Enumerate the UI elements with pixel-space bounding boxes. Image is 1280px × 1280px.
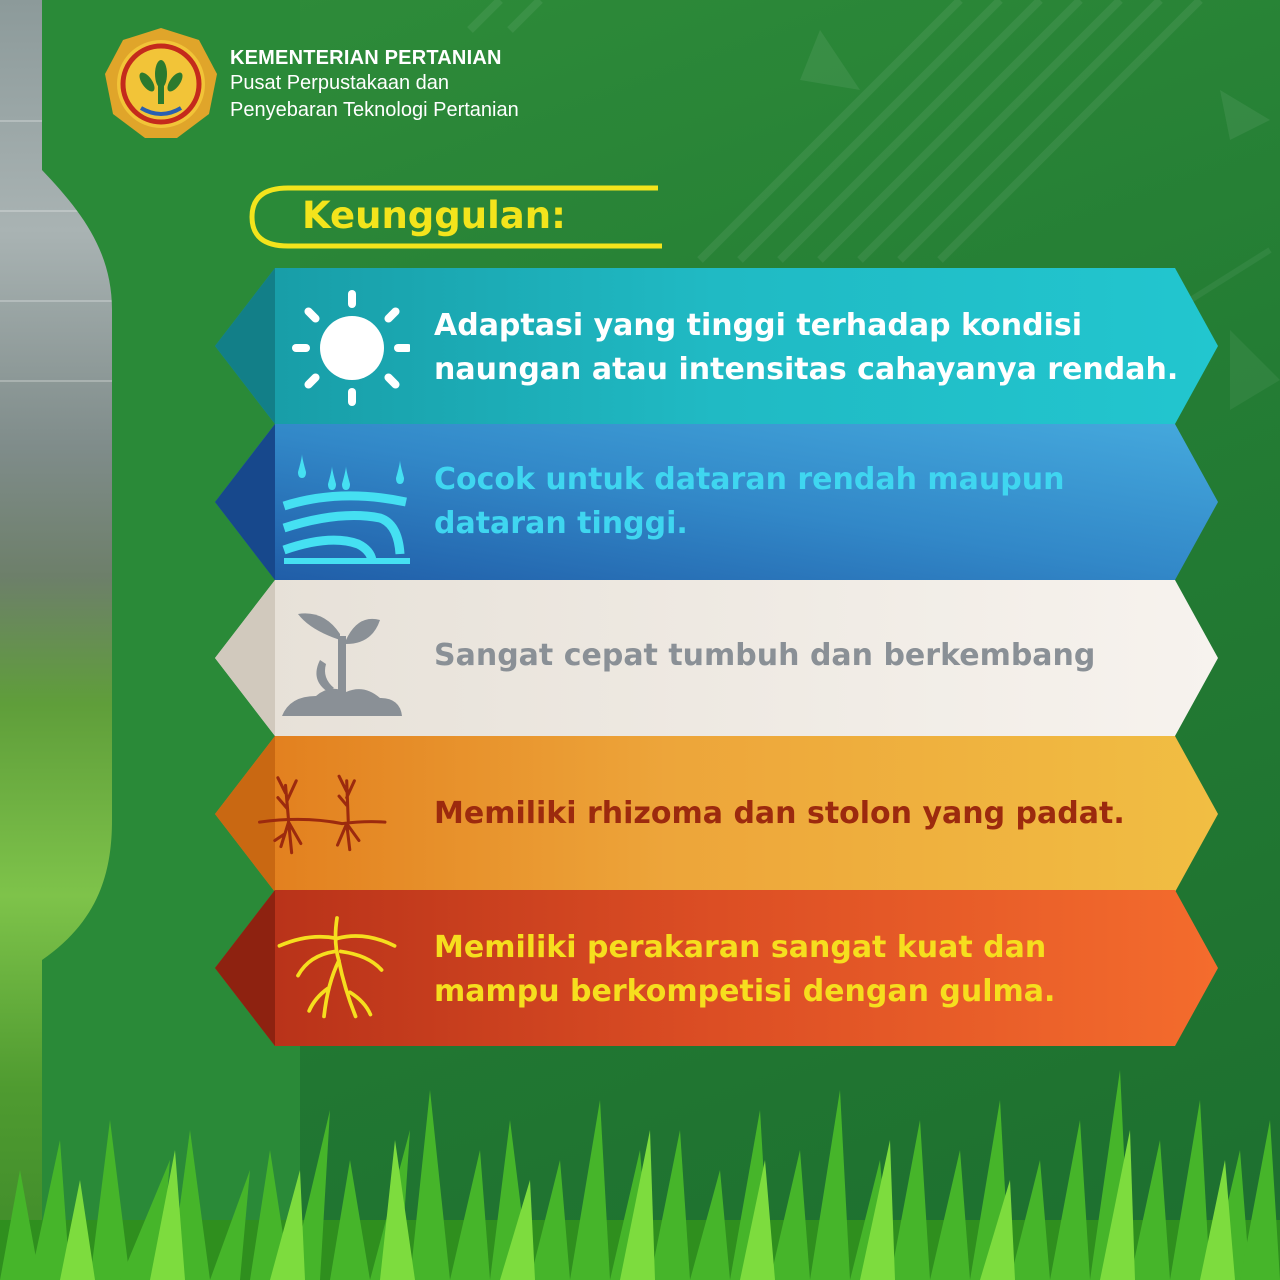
advantage-2-line2: dataran tinggi. (434, 506, 688, 541)
organization-name: KEMENTERIAN PERTANIAN (230, 47, 502, 69)
ministry-logo (103, 26, 219, 142)
advantage-1-line1: Adaptasi yang tinggi terhadap kondisi (434, 308, 1083, 343)
advantage-item-4 (0, 736, 1280, 892)
advantage-1-line2: naungan atau intensitas cahayanya rendah. (434, 352, 1179, 387)
grass-decoration (0, 1030, 1280, 1280)
advantage-3-line1: Sangat cepat tumbuh dan berkembang (434, 638, 1096, 673)
advantage-text-5 (434, 926, 1055, 1014)
sprout-icon (280, 600, 410, 720)
advantage-item-5 (0, 890, 1280, 1046)
advantage-text-1 (434, 304, 1178, 392)
rhizome-icon (258, 756, 388, 876)
advantage-text-2 (434, 458, 1064, 546)
advantage-4-line1: Memiliki rhizoma dan stolon yang padat. (434, 796, 1125, 831)
advantage-item-3 (0, 580, 1280, 736)
advantage-text-4 (434, 792, 1125, 836)
advantage-item-2 (0, 424, 1280, 580)
organization-block (230, 46, 519, 124)
organization-subtitle-line2: Penyebaran Teknologi Pertanian (230, 99, 519, 121)
advantage-item-1 (0, 268, 1280, 424)
advantage-text-3 (434, 634, 1095, 678)
organization-subtitle-line1: Pusat Perpustakaan dan (230, 72, 450, 94)
heading-keunggulan: Keunggulan: (302, 194, 566, 237)
sun-icon (280, 288, 410, 408)
advantage-5-line2: mampu berkompetisi dengan gulma. (434, 974, 1056, 1009)
advantage-5-line1: Memiliki perakaran sangat kuat dan (434, 930, 1047, 965)
advantage-2-line1: Cocok untuk dataran rendah maupun (434, 462, 1065, 497)
field-rain-icon (280, 444, 410, 564)
root-icon (272, 910, 402, 1030)
